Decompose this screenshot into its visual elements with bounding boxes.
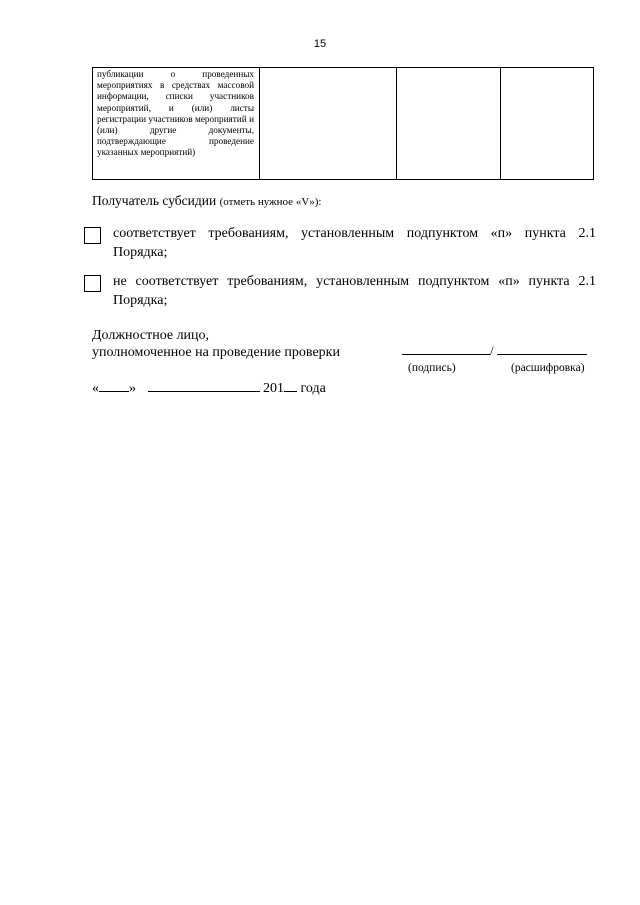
noncompliant-text: не соответствует требованиям, установленным подпунктом «п» пункта 2.1 Порядка; [113,274,596,308]
signature-blank[interactable] [402,341,490,355]
signature-separator: / [490,343,494,358]
table-row [93,68,594,180]
official-role: уполномоченное на проведение проверки [92,345,340,360]
recipient-label: Получатель субсидии [92,193,217,208]
official-title: Должностное лицо, [92,328,210,343]
table-cell-description [93,68,260,180]
date-close-quote: » [129,381,136,396]
option-compliant[interactable] [84,225,596,262]
day-blank[interactable] [99,377,129,392]
year-blank[interactable] [284,377,297,392]
date-line[interactable] [92,377,326,397]
signature-line[interactable] [402,341,587,359]
page-number: 15 [313,38,327,50]
compliant-checkbox[interactable] [84,227,101,244]
year-prefix: 201 [263,381,284,396]
year-suffix: года [300,381,326,396]
verification-table [92,67,594,180]
date-open-quote: « [92,381,99,396]
decoding-caption: (расшифровка) [511,362,585,374]
table-cell-empty [260,68,397,180]
signature-caption: (подпись) [408,362,456,374]
cell-description-text: публикации о проведенных мероприятиях в средствах массовой информации, списки участников мероприятий, и (или) листы регистрации участников мероприятий и (или) другие документы, подтверждающие проведение указанных мероприятий) [97,69,254,158]
compliant-text: соответствует требованиям, установленным подпунктом «п» пункта 2.1 Порядка; [113,226,596,260]
recipient-heading [92,193,321,209]
recipient-note: (отметь нужное «V»): [219,196,322,208]
noncompliant-checkbox[interactable] [84,275,101,292]
table-cell-empty [501,68,594,180]
official-block [92,327,340,361]
option-noncompliant[interactable] [84,273,596,310]
month-blank[interactable] [148,377,260,392]
decoding-blank[interactable] [497,341,587,355]
table-cell-empty [397,68,501,180]
